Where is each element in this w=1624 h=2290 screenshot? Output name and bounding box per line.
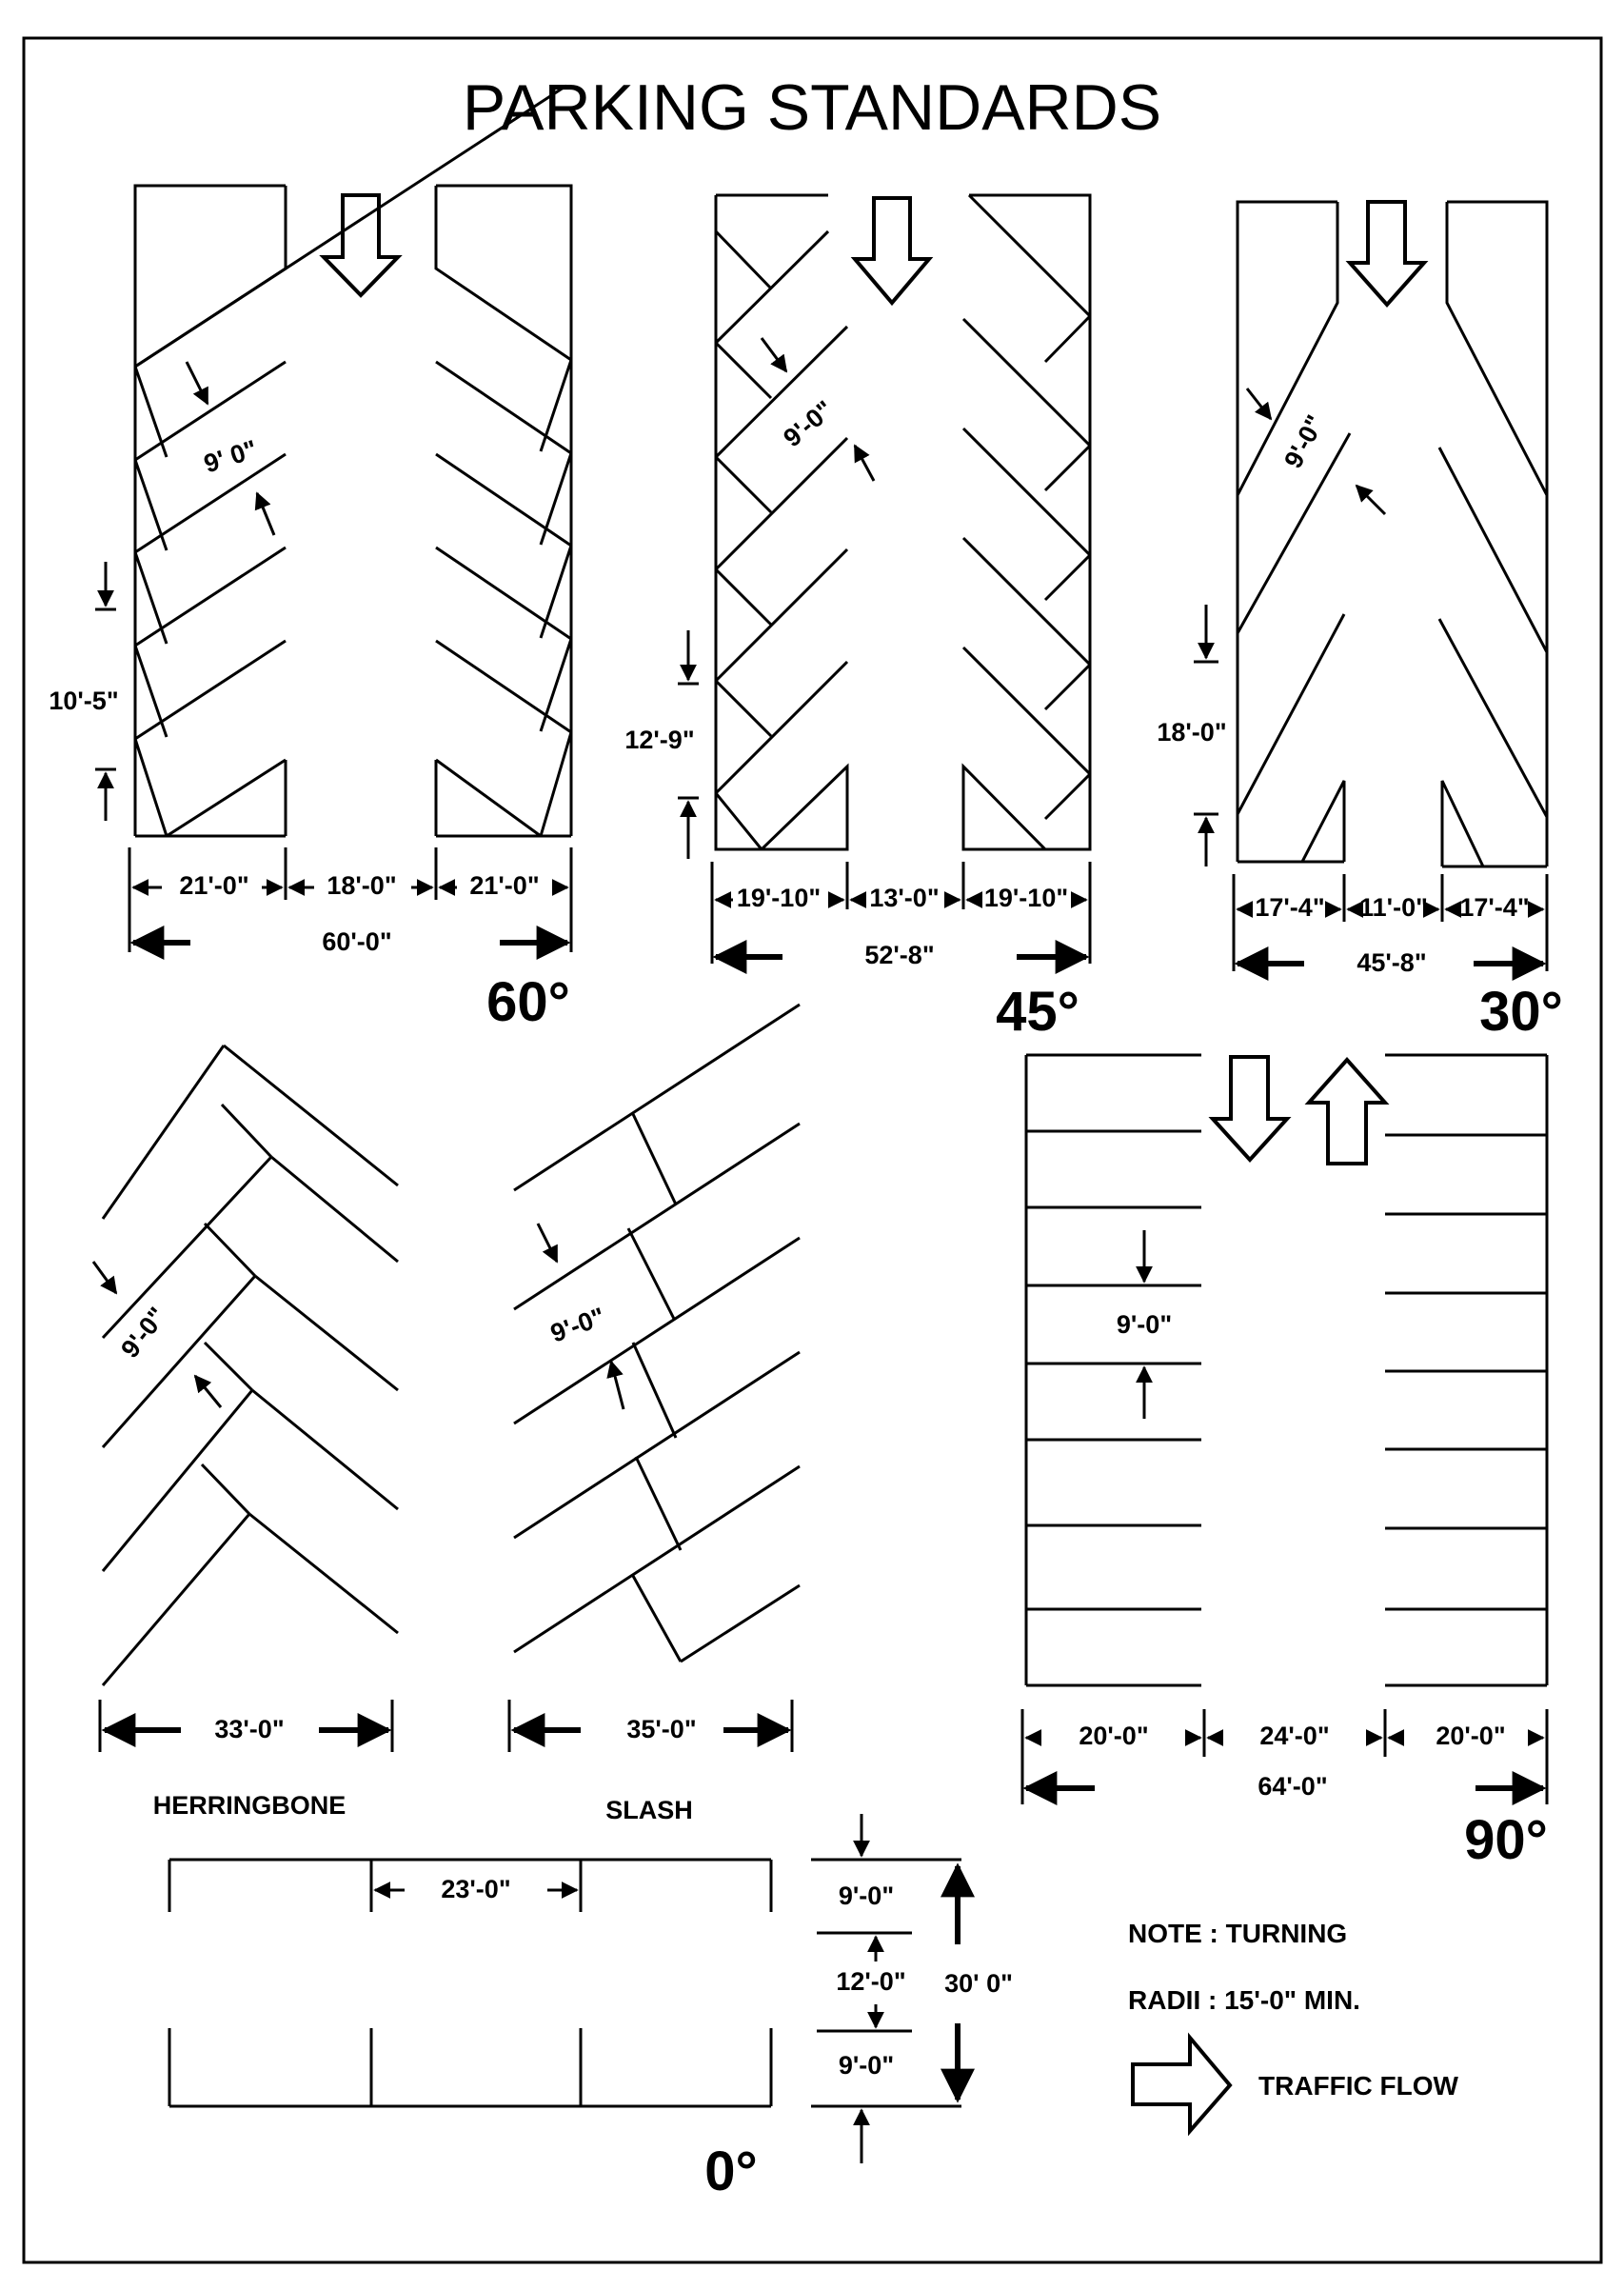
layout-slash — [509, 1005, 800, 1752]
layout-slash-labels — [546, 1302, 696, 1824]
layout-60-labels — [49, 434, 569, 1033]
notes-legend — [1128, 1919, 1459, 2131]
traffic-flow-arrow-icon — [1133, 2038, 1230, 2131]
dim-90-stall-right: 20'-0" — [1436, 1722, 1506, 1750]
dim-30-aisle: 11'-0" — [1359, 893, 1428, 922]
angle-90-label: 90° — [1464, 1809, 1548, 1871]
dim-30-stall-left: 17'-4" — [1255, 893, 1325, 922]
dim-30-stall-width: 9'-0" — [1278, 410, 1330, 473]
dim-90-stall-left: 20'-0" — [1079, 1722, 1149, 1750]
dim-60-total: 60'-0" — [322, 927, 392, 956]
dim-0-total: 30' 0" — [944, 1969, 1013, 1998]
layout-90-degree — [1022, 1055, 1547, 1804]
dim-60-stall-left: 21'-0" — [179, 871, 249, 900]
layout-herringbone — [93, 1045, 398, 1752]
layout-0-labels — [441, 1875, 1013, 2202]
slash-label: SLASH — [605, 1796, 693, 1824]
layout-45-degree — [678, 195, 1090, 964]
dim-45-curb: 12'-9" — [624, 726, 695, 754]
dim-30-curb: 18'-0" — [1157, 718, 1227, 747]
layout-30-labels — [1157, 410, 1562, 1043]
dim-herringbone-total: 33'-0" — [214, 1715, 285, 1743]
angle-30-label: 30° — [1479, 981, 1563, 1043]
dim-30-total: 45'-8" — [1357, 948, 1427, 977]
herringbone-label: HERRINGBONE — [152, 1791, 347, 1820]
angle-60-label: 60° — [486, 971, 570, 1033]
dim-45-stall-width: 9'-0" — [778, 394, 840, 453]
traffic-flow-label: TRAFFIC FLOW — [1258, 2071, 1458, 2101]
dim-slash-total: 35'-0" — [626, 1715, 697, 1743]
dim-60-stall-right: 21'-0" — [469, 871, 540, 900]
page-title: PARKING STANDARDS — [462, 71, 1162, 144]
dim-60-aisle: 18'-0" — [327, 871, 397, 900]
dim-30-stall-right: 17'-4" — [1459, 893, 1530, 922]
dim-herringbone-stall-width: 9'-0" — [115, 1302, 172, 1364]
dim-60-stall-width: 9' 0" — [200, 434, 261, 479]
dim-0-stall-width-top: 9'-0" — [838, 1882, 895, 1910]
layout-30-degree — [1194, 202, 1547, 971]
layout-herringbone-labels — [115, 1302, 346, 1820]
dim-90-total: 64'-0" — [1258, 1772, 1328, 1801]
dim-90-aisle: 24'-0" — [1259, 1722, 1330, 1750]
angle-45-label: 45° — [996, 981, 1079, 1043]
dim-45-stall-right: 19'-10" — [983, 884, 1069, 912]
layout-60-degree — [95, 86, 571, 952]
dim-0-stall-length: 23'-0" — [441, 1875, 511, 1903]
dim-0-stall-width-bottom: 9'-0" — [838, 2051, 895, 2080]
note-line-1: NOTE : TURNING — [1128, 1919, 1348, 1948]
dim-90-stall-width: 9'-0" — [1116, 1310, 1173, 1339]
dim-slash-stall-width: 9'-0" — [546, 1302, 609, 1348]
layout-45-labels — [624, 395, 1079, 1043]
angle-0-label: 0° — [704, 2141, 758, 2202]
dim-60-curb: 10'-5" — [49, 687, 119, 715]
note-line-2: RADII : 15'-0" MIN. — [1128, 1985, 1360, 2015]
dim-45-total: 52'-8" — [864, 941, 935, 969]
dim-45-stall-left: 19'-10" — [736, 884, 822, 912]
dim-45-aisle: 13'-0" — [869, 884, 940, 912]
dim-0-aisle: 12'-0" — [836, 1967, 906, 1996]
